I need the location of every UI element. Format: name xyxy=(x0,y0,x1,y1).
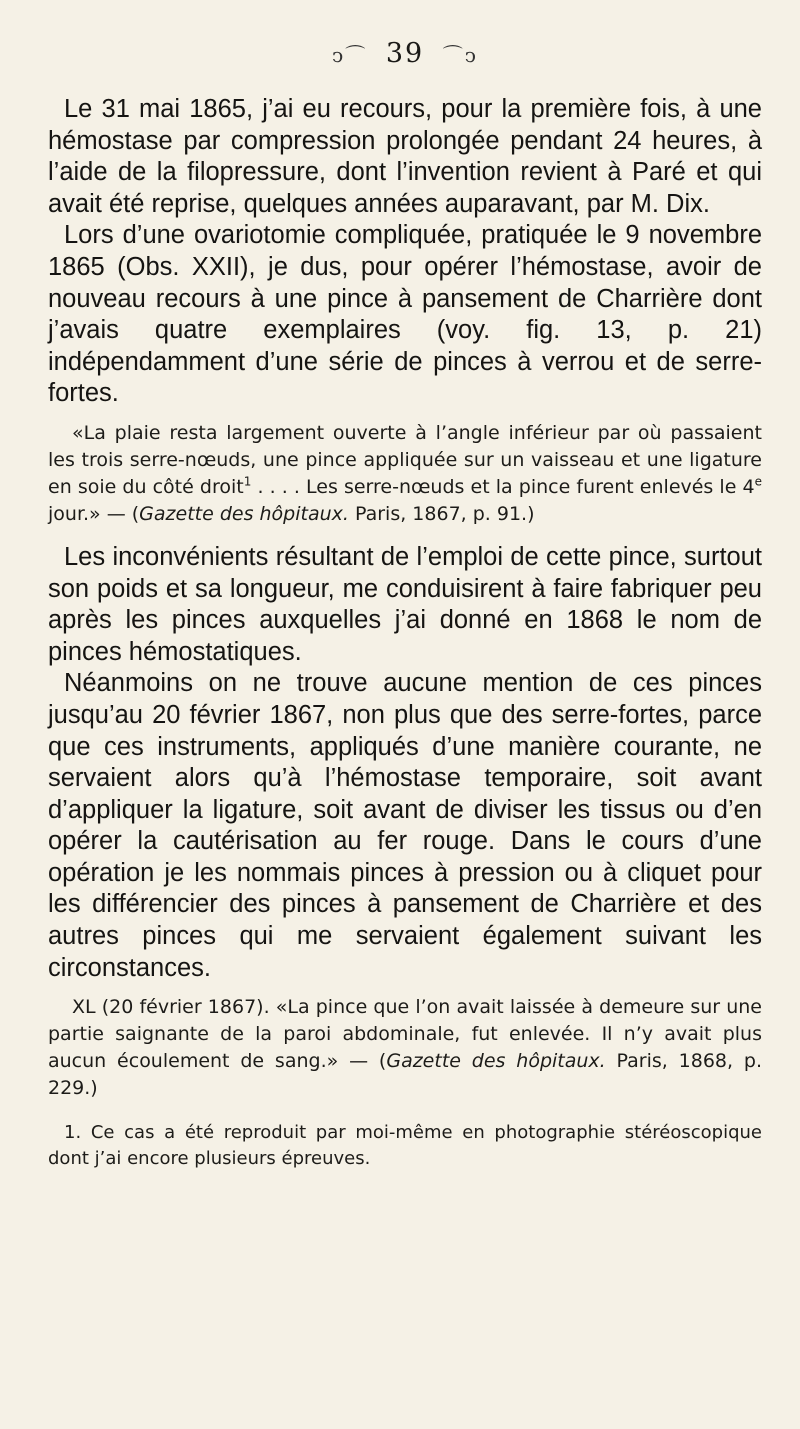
quote-text-part-2: . . . . Les serre-nœuds et la pince furent enlevés le 4 xyxy=(251,475,755,498)
quote-text-part-1: «La plaie resta largement ouverte à l’angle inférieur par où passaient les trois serre-nœuds, une pince appliquée sur un vaisseau et une ligature en soie du côté droit xyxy=(48,421,762,498)
quote-observation xyxy=(48,420,762,528)
page-header xyxy=(48,34,762,74)
page-number: 39 xyxy=(385,38,425,69)
quote-xl-source-tail: Paris, 1868, p. 229.) xyxy=(48,1050,762,1100)
quote-xl-source: Gazette des hôpitaux. xyxy=(386,1050,606,1073)
document-page xyxy=(48,34,762,1190)
paragraph-3: Les inconvénients résultant de l’emploi de cette pince, surtout son poids et sa longueur, me conduisirent à faire fabriquer peu après les pinces auxquelles j’ai donné en 1868 le nom de pinces hémostatiques. xyxy=(48,542,762,666)
ornament-left-icon: ↄ⌒ xyxy=(332,43,368,67)
paragraph-1: Le 31 mai 1865, j’ai eu recours, pour la première fois, à une hémostase par compression prolongée pendant 24 heures, à l’aide de la filopressure, dont l’invention revient à Paré et qui avait été reprise, quelques années auparavant, par M. Dix. xyxy=(48,95,762,218)
ordinal-suffix: e xyxy=(754,474,762,489)
quote-source: Gazette des hôpitaux. xyxy=(139,502,349,525)
footnote: 1. Ce cas a été reproduit par moi-même en photographie stéréoscopique dont j’ai encore plusieurs épreuves. xyxy=(48,1122,762,1170)
quote-xl-text: XL (20 février 1867). «La pince que l’on avait laissée à demeure sur une partie saignante de la paroi abdominale, fut enlevée. Il n’y avait plus aucun écoulement de sang.» — ( xyxy=(48,996,762,1073)
quote-xl xyxy=(48,994,762,1102)
paragraph-2: Lors d’une ovariotomie compliquée, pratiquée le 9 novembre 1865 (Obs. XXII), je dus, pour opérer l’hémostase, avoir de nouveau recours à une pince à pansement de Charrière dont j’avais quatre exemplaires (voy. fig. 13, p. 21) indépendamment d’une série de pinces à verrou et de serre-fortes. xyxy=(48,221,762,408)
footnote-ref: 1 xyxy=(243,474,252,489)
quote-text-part-3: jour.» — ( xyxy=(48,502,140,525)
paragraph-4: Néanmoins on ne trouve aucune mention de ces pinces jusqu’au 20 février 1867, non plus que des serre-fortes, parce que ces instruments, appliqués d’une manière courante, ne servaient alors qu’à l’hémostase temporaire, soit avant d’appliquer la ligature, soit avant de diviser les tissus ou d’en opérer la cautérisation au fer rouge. Dans le cours d’une opération je les nommais pinces à pression ou à cliquet pour les différencier des pinces à pansement de Charrière et des autres pinces qui me servaient également suivant les circonstances. xyxy=(48,669,762,982)
ornament-right-icon: ⌒ↄ xyxy=(442,43,478,67)
quote-source-tail: Paris, 1867, p. 91.) xyxy=(348,502,535,525)
